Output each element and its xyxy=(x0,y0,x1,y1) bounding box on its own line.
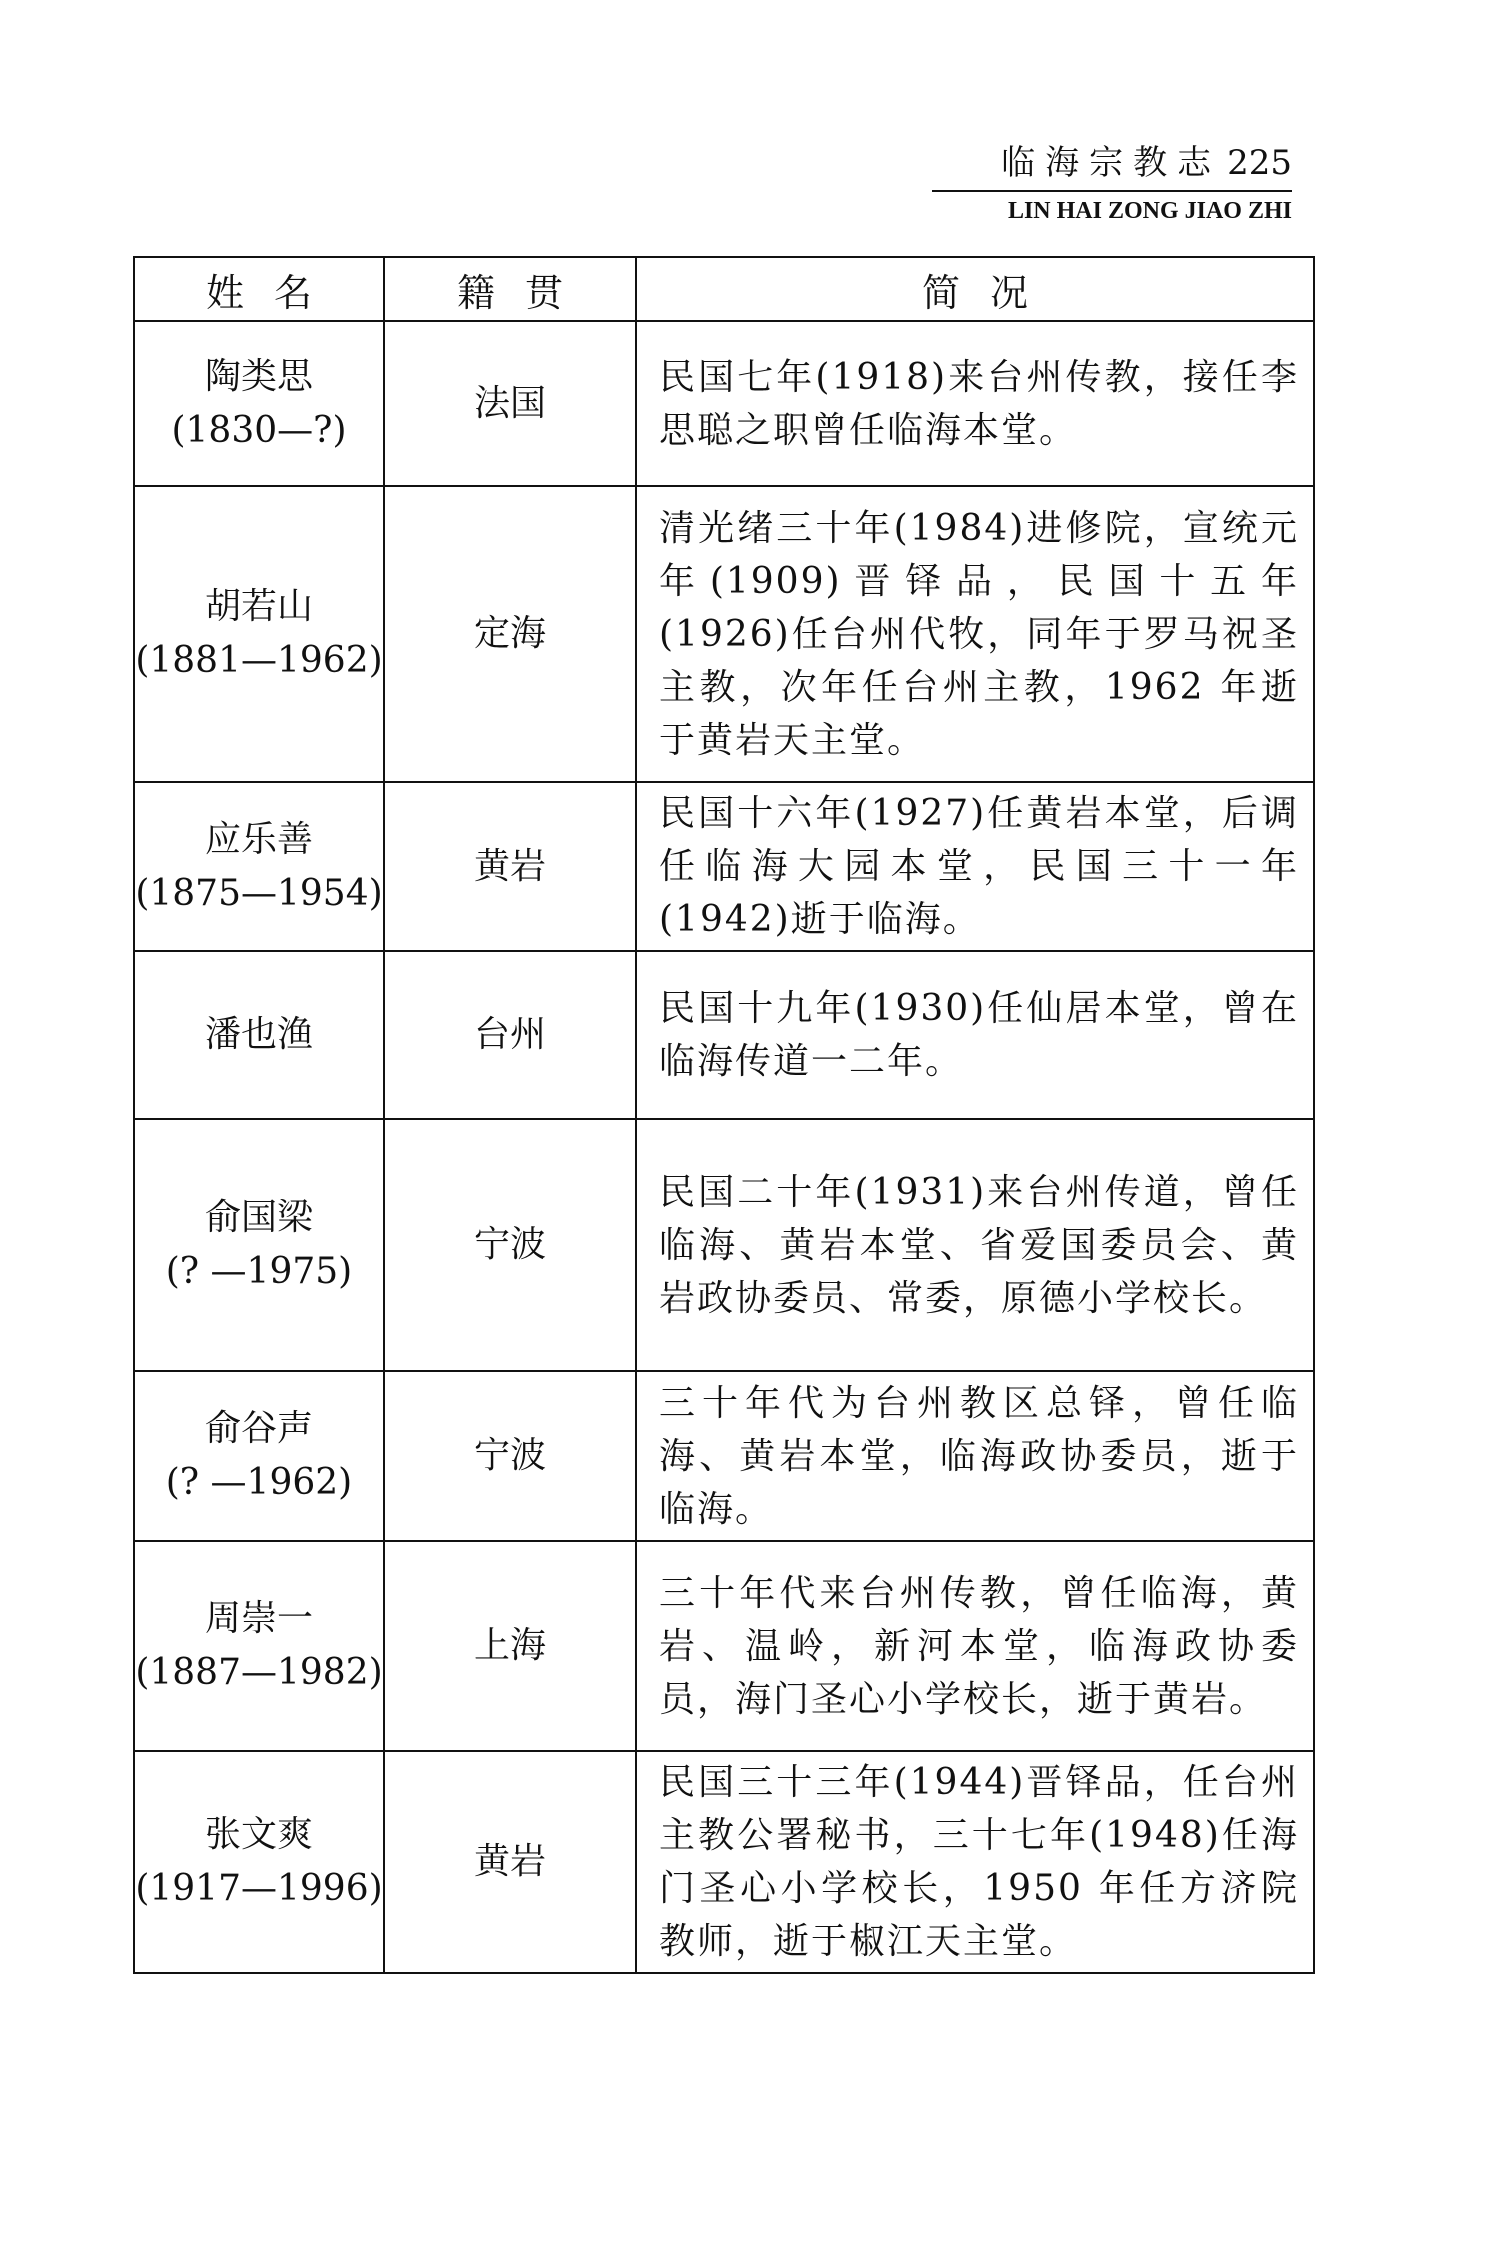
book-title: 临海宗教志 xyxy=(1001,143,1222,183)
name-cell xyxy=(134,782,384,951)
origin-cell: 定海 xyxy=(384,486,636,782)
person-years: (1887—1982) xyxy=(135,1652,383,1693)
table-header-row xyxy=(134,257,1314,321)
description-cell: 民国十六年(1927)任黄岩本堂，后调任临海大园本堂，民国三十一年(1942)逝于临海。 xyxy=(636,782,1314,951)
origin-cell: 上海 xyxy=(384,1541,636,1751)
description-cell: 清光绪三十年(1984)进修院，宣统元年(1909)晋铎品，民国十五年(1926)任台州代牧，同年于罗马祝圣主教，次年任台州主教，1962 年逝于黄岩天主堂。 xyxy=(636,486,1314,782)
book-title-pinyin: LIN HAI ZONG JIAO ZHI xyxy=(1007,198,1292,224)
column-header-origin: 籍贯 xyxy=(384,257,636,321)
description-cell: 民国七年(1918)来台州传教，接任李思聪之职曾任临海本堂。 xyxy=(636,321,1314,486)
origin-cell: 黄岩 xyxy=(384,1751,636,1973)
description-cell: 三十年代为台州教区总铎，曾任临海、黄岩本堂，临海政协委员，逝于临海。 xyxy=(636,1371,1314,1541)
name-cell xyxy=(134,1751,384,1973)
origin-cell: 宁波 xyxy=(384,1119,636,1371)
table-row xyxy=(134,1751,1314,1973)
table-row xyxy=(134,1119,1314,1371)
person-name: 周崇一 xyxy=(204,1598,313,1639)
person-name: 陶类思 xyxy=(204,355,313,397)
person-name: 俞谷声 xyxy=(204,1408,313,1449)
description-cell: 民国十九年(1930)任仙居本堂，曾在临海传道一二年。 xyxy=(636,951,1314,1119)
description-cell: 民国二十年(1931)来台州传道，曾任临海、黄岩本堂、省爱国委员会、黄岩政协委员、常委，原德小学校长。 xyxy=(636,1119,1314,1371)
origin-cell: 黄岩 xyxy=(384,782,636,951)
person-years: (1830—?) xyxy=(171,409,347,451)
table-row xyxy=(134,1371,1314,1541)
table-row xyxy=(134,951,1314,1119)
column-header-description: 简况 xyxy=(636,257,1314,321)
name-cell xyxy=(134,321,384,486)
person-years: (1881—1962) xyxy=(135,640,383,681)
person-name: 张文爽 xyxy=(204,1814,313,1855)
origin-cell: 台州 xyxy=(384,951,636,1119)
person-years: (? —1975) xyxy=(165,1251,353,1292)
person-years: (1917—1996) xyxy=(135,1868,383,1909)
person-years: (? —1962) xyxy=(165,1462,353,1503)
name-cell xyxy=(134,1119,384,1371)
clergy-table xyxy=(133,256,1315,1974)
person-years: (1875—1954) xyxy=(135,872,383,914)
origin-cell: 宁波 xyxy=(384,1371,636,1541)
description-cell: 民国三十三年(1944)晋铎品，任台州主教公署秘书，三十七年(1948)任海门圣心小学校长，1950 年任方济院教师，逝于椒江天主堂。 xyxy=(636,1751,1314,1973)
person-name: 应乐善 xyxy=(204,818,313,860)
page-number: 225 xyxy=(1227,143,1292,183)
origin-cell: 法国 xyxy=(384,321,636,486)
person-name: 潘也渔 xyxy=(204,1014,313,1055)
table-row xyxy=(134,321,1314,486)
name-cell xyxy=(134,1371,384,1541)
description-cell: 三十年代来台州传教，曾任临海，黄岩、温岭，新河本堂，临海政协委员，海门圣心小学校长，逝于黄岩。 xyxy=(636,1541,1314,1751)
name-cell xyxy=(134,1541,384,1751)
name-cell xyxy=(134,486,384,782)
table-row xyxy=(134,782,1314,951)
table-row xyxy=(134,1541,1314,1751)
header-title-line xyxy=(932,140,1292,192)
table-row xyxy=(134,486,1314,782)
column-header-name: 姓名 xyxy=(134,257,384,321)
running-header xyxy=(932,140,1292,225)
person-name: 俞国梁 xyxy=(204,1197,313,1238)
name-cell xyxy=(134,951,384,1119)
person-name: 胡若山 xyxy=(204,586,313,627)
